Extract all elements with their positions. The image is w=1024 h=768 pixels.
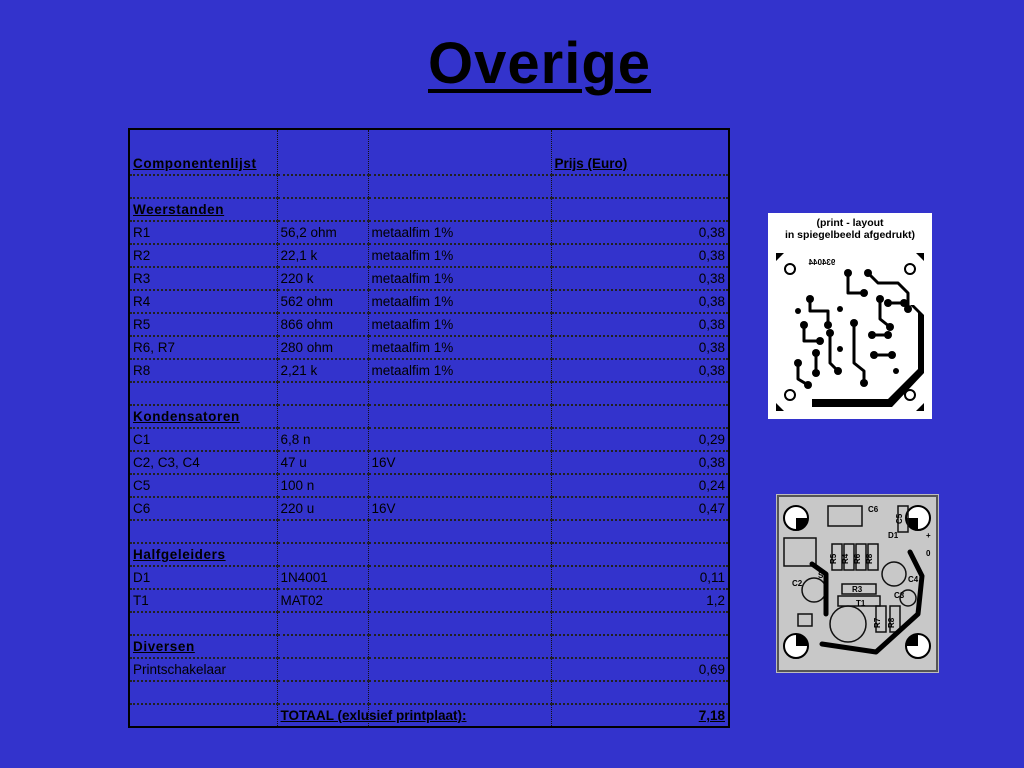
cell-c4 <box>551 520 729 543</box>
cell-c3: metaalfim 1% <box>368 336 551 359</box>
svg-text:R8: R8 <box>887 617 896 628</box>
table-row <box>129 313 729 336</box>
table-header-row <box>129 129 729 175</box>
section-title: Weerstanden <box>129 198 277 221</box>
component-list-table <box>128 128 730 728</box>
table-row <box>129 566 729 589</box>
pcb-board-code: 934044 <box>808 258 836 267</box>
section-row <box>129 543 729 566</box>
svg-text:C3: C3 <box>894 591 905 600</box>
cell-c2: 280 ohm <box>277 336 368 359</box>
cell-c4: 0,38 <box>551 359 729 382</box>
cell-c2 <box>277 635 368 658</box>
cell-c3 <box>368 520 551 543</box>
table-row <box>129 474 729 497</box>
component-layout-image <box>776 494 939 673</box>
cell-c1: C6 <box>129 497 277 520</box>
table-row <box>129 221 729 244</box>
cell-c1 <box>129 175 277 198</box>
cell-c3 <box>368 428 551 451</box>
cell-c4: 0,38 <box>551 290 729 313</box>
cell-c4 <box>551 543 729 566</box>
cell-c2 <box>277 658 368 681</box>
cell-c2 <box>277 681 368 704</box>
cell-c2: 47 u <box>277 451 368 474</box>
cell-c2: 22,1 k <box>277 244 368 267</box>
section-title: Kondensatoren <box>129 405 277 428</box>
cell-c1: C2, C3, C4 <box>129 451 277 474</box>
cell-c2: 866 ohm <box>277 313 368 336</box>
cell-c2: 100 n <box>277 474 368 497</box>
cell-c4: 0,69 <box>551 658 729 681</box>
svg-text:C6: C6 <box>868 505 879 514</box>
blank-row <box>129 175 729 198</box>
cell-c2: 2,21 k <box>277 359 368 382</box>
cell-c4: 0,29 <box>551 428 729 451</box>
cell-c2: TOTAAL (exlusief printplaat): <box>277 704 368 727</box>
cell-c3: 16V <box>368 497 551 520</box>
svg-text:R8: R8 <box>865 553 874 564</box>
cell-c1: D1 <box>129 566 277 589</box>
table-row <box>129 290 729 313</box>
svg-text:C5: C5 <box>895 513 904 524</box>
cell-c1: C5 <box>129 474 277 497</box>
header-col3 <box>368 129 551 175</box>
cell-c1 <box>129 612 277 635</box>
cell-c4 <box>551 405 729 428</box>
section-row <box>129 198 729 221</box>
cell-c3 <box>368 198 551 221</box>
cell-c3: metaalfim 1% <box>368 290 551 313</box>
svg-text:D1: D1 <box>888 531 899 540</box>
svg-text:C4: C4 <box>908 575 919 584</box>
blank-row <box>129 612 729 635</box>
cell-c3 <box>368 681 551 704</box>
header-col2 <box>277 129 368 175</box>
section-title: Halfgeleiders <box>129 543 277 566</box>
cell-c1: R5 <box>129 313 277 336</box>
blank-row <box>129 681 729 704</box>
cell-c1 <box>129 681 277 704</box>
cell-c3 <box>368 589 551 612</box>
table-row <box>129 497 729 520</box>
cell-c3 <box>368 566 551 589</box>
cell-c3 <box>368 635 551 658</box>
cell-c4 <box>551 198 729 221</box>
cell-c1: T1 <box>129 589 277 612</box>
header-prijs: Prijs (Euro) <box>551 129 729 175</box>
cell-c3 <box>368 405 551 428</box>
cell-c3 <box>368 612 551 635</box>
svg-text:C2: C2 <box>792 579 803 588</box>
table-row <box>129 359 729 382</box>
svg-text:R5: R5 <box>829 553 838 564</box>
cell-c3: metaalfim 1% <box>368 244 551 267</box>
cell-c3: metaalfim 1% <box>368 359 551 382</box>
cell-c4: 0,47 <box>551 497 729 520</box>
cell-c3 <box>368 474 551 497</box>
cell-c2: 220 u <box>277 497 368 520</box>
cell-c3 <box>368 658 551 681</box>
cell-c4 <box>551 382 729 405</box>
blank-row <box>129 520 729 543</box>
cell-c4 <box>551 175 729 198</box>
cell-c1: R4 <box>129 290 277 313</box>
cell-c4: 0,11 <box>551 566 729 589</box>
cell-c1: C1 <box>129 428 277 451</box>
table-row <box>129 658 729 681</box>
cell-c4: 0,38 <box>551 244 729 267</box>
svg-text:T1: T1 <box>856 599 866 608</box>
blank-row <box>129 382 729 405</box>
cell-c4: 0,38 <box>551 267 729 290</box>
cell-c3: metaalfim 1% <box>368 221 551 244</box>
cell-c4 <box>551 635 729 658</box>
cell-c1: R3 <box>129 267 277 290</box>
cell-c1: R8 <box>129 359 277 382</box>
cell-c2: 1N4001 <box>277 566 368 589</box>
cell-c2: 562 ohm <box>277 290 368 313</box>
cell-c2 <box>277 175 368 198</box>
cell-c2 <box>277 543 368 566</box>
svg-text:R7: R7 <box>873 617 882 628</box>
cell-c4: 0,38 <box>551 451 729 474</box>
cell-c3 <box>368 175 551 198</box>
svg-text:R4: R4 <box>841 553 850 564</box>
section-row <box>129 405 729 428</box>
cell-c4 <box>551 612 729 635</box>
table-row <box>129 428 729 451</box>
cell-c1 <box>129 704 277 727</box>
cell-c2 <box>277 382 368 405</box>
cell-c2: 56,2 ohm <box>277 221 368 244</box>
table-row <box>129 451 729 474</box>
cell-c4: 0,38 <box>551 336 729 359</box>
header-componentenlijst: Componentenlijst <box>129 129 277 175</box>
pcb-traces-drawing <box>768 213 932 419</box>
svg-text:R6: R6 <box>853 553 862 564</box>
cell-c4: 0,38 <box>551 221 729 244</box>
cell-c1: Printschakelaar <box>129 658 277 681</box>
pcb-caption: (print - layout in spiegelbeeld afgedrukt) <box>784 217 916 241</box>
cell-c2: 6,8 n <box>277 428 368 451</box>
svg-text:R3: R3 <box>852 585 863 594</box>
cell-c3: 16V <box>368 451 551 474</box>
table-row <box>129 336 729 359</box>
total-row <box>129 704 729 727</box>
cell-c3: metaalfim 1% <box>368 267 551 290</box>
cell-c3 <box>368 543 551 566</box>
cell-c2: MAT02 <box>277 589 368 612</box>
cell-c2: 220 k <box>277 267 368 290</box>
cell-c1: R2 <box>129 244 277 267</box>
cell-c1: R1 <box>129 221 277 244</box>
cell-c2 <box>277 405 368 428</box>
cell-c3: metaalfim 1% <box>368 313 551 336</box>
table-row <box>129 267 729 290</box>
cell-c3 <box>368 382 551 405</box>
cell-c1 <box>129 520 277 543</box>
cell-c1: R6, R7 <box>129 336 277 359</box>
svg-text:S1: S1 <box>818 571 828 580</box>
cell-c2 <box>277 520 368 543</box>
section-title: Diversen <box>129 635 277 658</box>
cell-c4: 0,38 <box>551 313 729 336</box>
cell-c4: 1,2 <box>551 589 729 612</box>
cell-c2 <box>277 198 368 221</box>
cell-c4: 0,24 <box>551 474 729 497</box>
cell-c4 <box>551 681 729 704</box>
svg-text:0: 0 <box>926 549 931 558</box>
cell-c1 <box>129 382 277 405</box>
cell-c4: 7,18 <box>551 704 729 727</box>
page-title: Overige <box>428 31 651 96</box>
cell-c2 <box>277 612 368 635</box>
table-row <box>129 589 729 612</box>
component-placement-drawing <box>776 494 939 673</box>
table-row <box>129 244 729 267</box>
pcb-print-layout-image <box>768 213 932 419</box>
svg-text:+: + <box>926 531 931 540</box>
section-row <box>129 635 729 658</box>
